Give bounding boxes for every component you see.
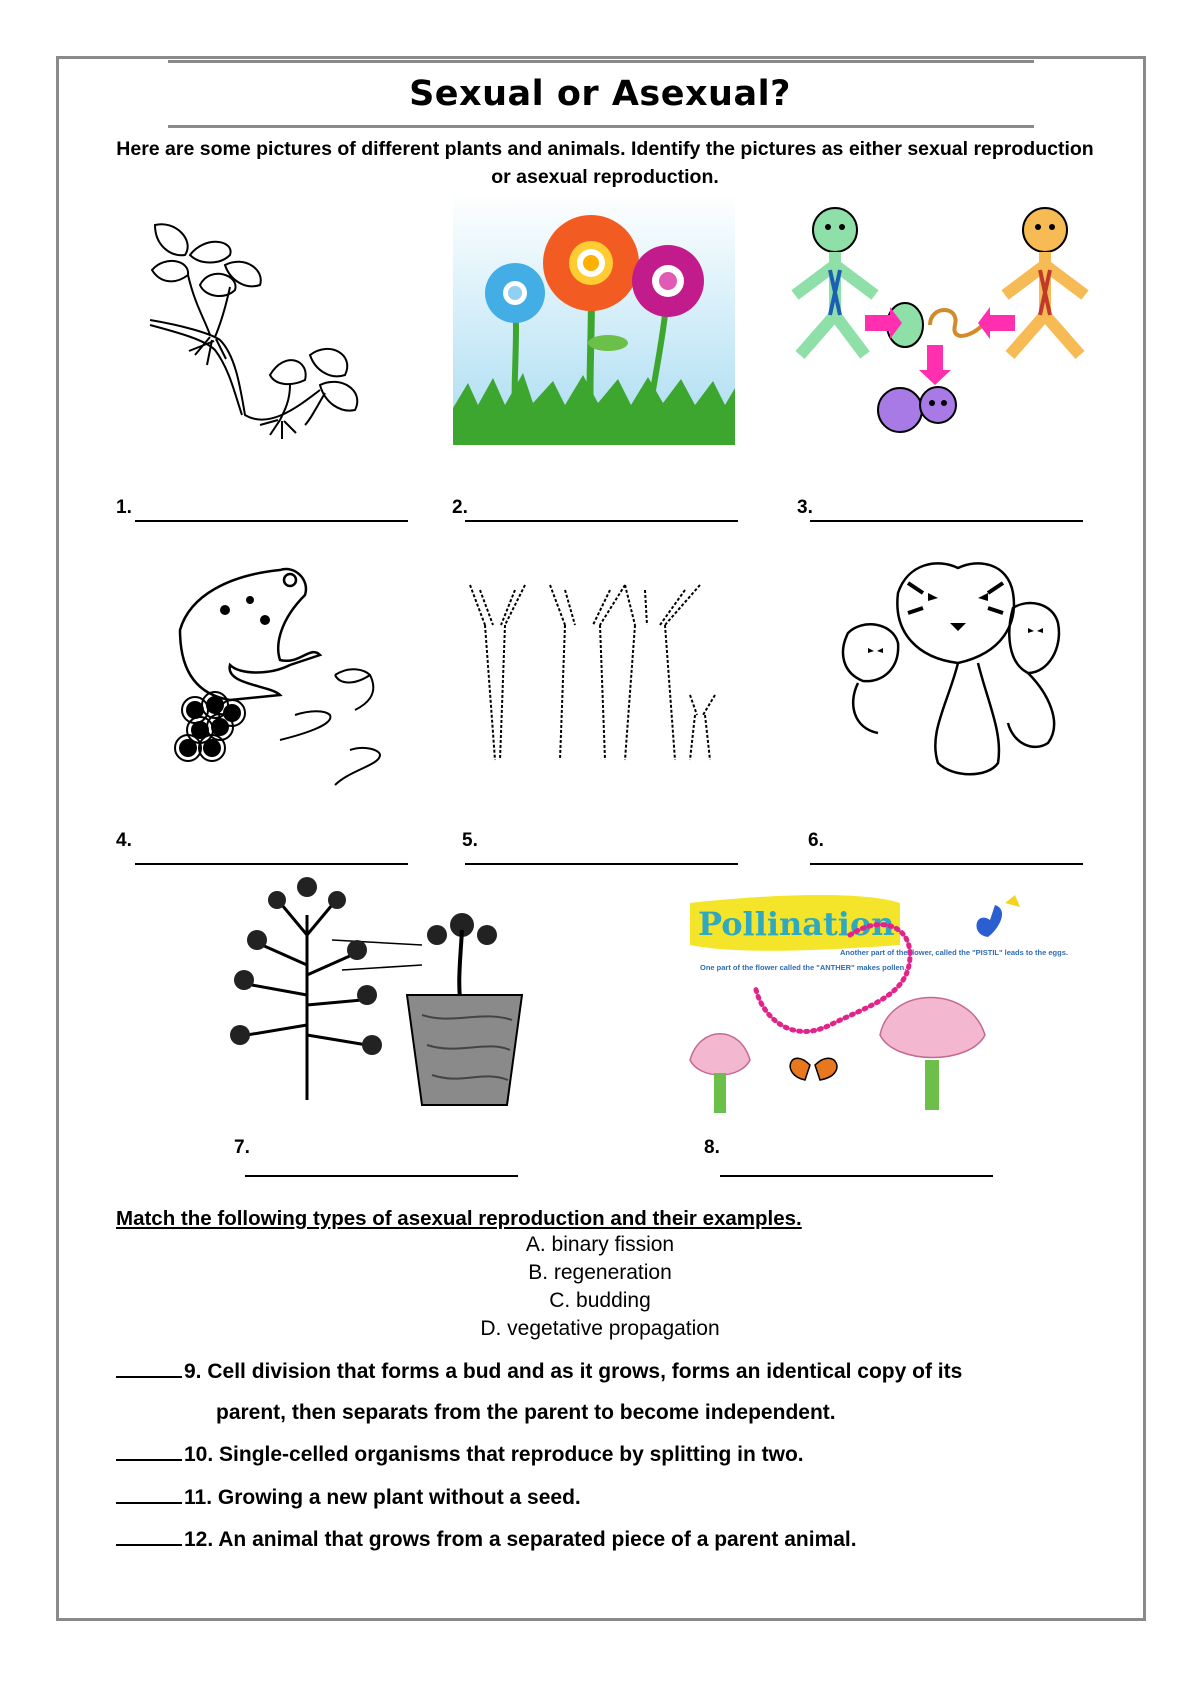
flowers-icon — [453, 193, 735, 445]
answer-blank-12[interactable] — [116, 1526, 182, 1546]
answer-blank-9[interactable] — [116, 1358, 182, 1378]
answer-blank-7[interactable] — [245, 1175, 518, 1177]
option-b: B. regeneration — [528, 1261, 672, 1284]
title-rule-top — [168, 60, 1034, 63]
hydra-budding-icon — [465, 585, 715, 760]
picture-number: 8. — [704, 1137, 720, 1158]
picture-number: 3. — [797, 497, 813, 518]
picture-number: 1. — [116, 497, 132, 518]
answer-blank-4[interactable] — [135, 863, 408, 865]
strawberry-runner-plant-icon — [150, 225, 390, 460]
answer-blank-11[interactable] — [116, 1484, 182, 1504]
instructions: Here are some pictures of different plants and animals. Identify the pictures as either sexual reproduction or asexual reproduction. — [116, 138, 1094, 188]
tiger-cubs-icon — [838, 563, 1078, 793]
frog-tadpoles-icon — [170, 565, 410, 790]
page-title: Sexual or Asexual? — [409, 74, 791, 114]
picture-number: 5. — [462, 830, 478, 851]
question-9: 9. Cell division that forms a bud and as it grows, forms an identical copy of its — [116, 1358, 962, 1384]
picture-number: 7. — [234, 1137, 250, 1158]
fertilization-diagram-icon — [790, 205, 1090, 455]
answer-blank-3[interactable] — [810, 520, 1083, 522]
anther-note: One part of the flower called the "ANTHER" makes pollen. — [700, 963, 907, 972]
pistil-note: Another part of the flower, called the "PISTIL" leads to the eggs. — [840, 948, 1068, 957]
plant-cutting-icon — [222, 875, 552, 1105]
option-a: A. binary fission — [525, 1233, 675, 1256]
answer-blank-6[interactable] — [810, 863, 1083, 865]
picture-number: 6. — [808, 830, 824, 851]
option-c: C. budding — [549, 1289, 651, 1312]
matching-heading: Match the following types of asexual reproduction and their examples. — [116, 1207, 802, 1230]
question-11: 11. Growing a new plant without a seed. — [116, 1484, 581, 1510]
question-10: 10. Single-celled organisms that reproduce by splitting in two. — [116, 1441, 804, 1467]
answer-blank-8[interactable] — [720, 1175, 993, 1177]
answer-blank-1[interactable] — [135, 520, 408, 522]
pollination-poster-icon — [680, 895, 1068, 1130]
title-rule-bottom — [168, 125, 1034, 128]
question-9-continued: parent, then separats from the parent to become independent. — [216, 1401, 836, 1424]
answer-blank-5[interactable] — [465, 863, 738, 865]
answer-blank-2[interactable] — [465, 520, 738, 522]
answer-blank-10[interactable] — [116, 1441, 182, 1461]
picture-number: 2. — [452, 497, 468, 518]
pollination-heading: Pollination — [698, 905, 895, 943]
picture-number: 4. — [116, 830, 132, 851]
question-12: 12. An animal that grows from a separated piece of a parent animal. — [116, 1526, 857, 1552]
option-d: D. vegetative propagation — [480, 1317, 720, 1340]
